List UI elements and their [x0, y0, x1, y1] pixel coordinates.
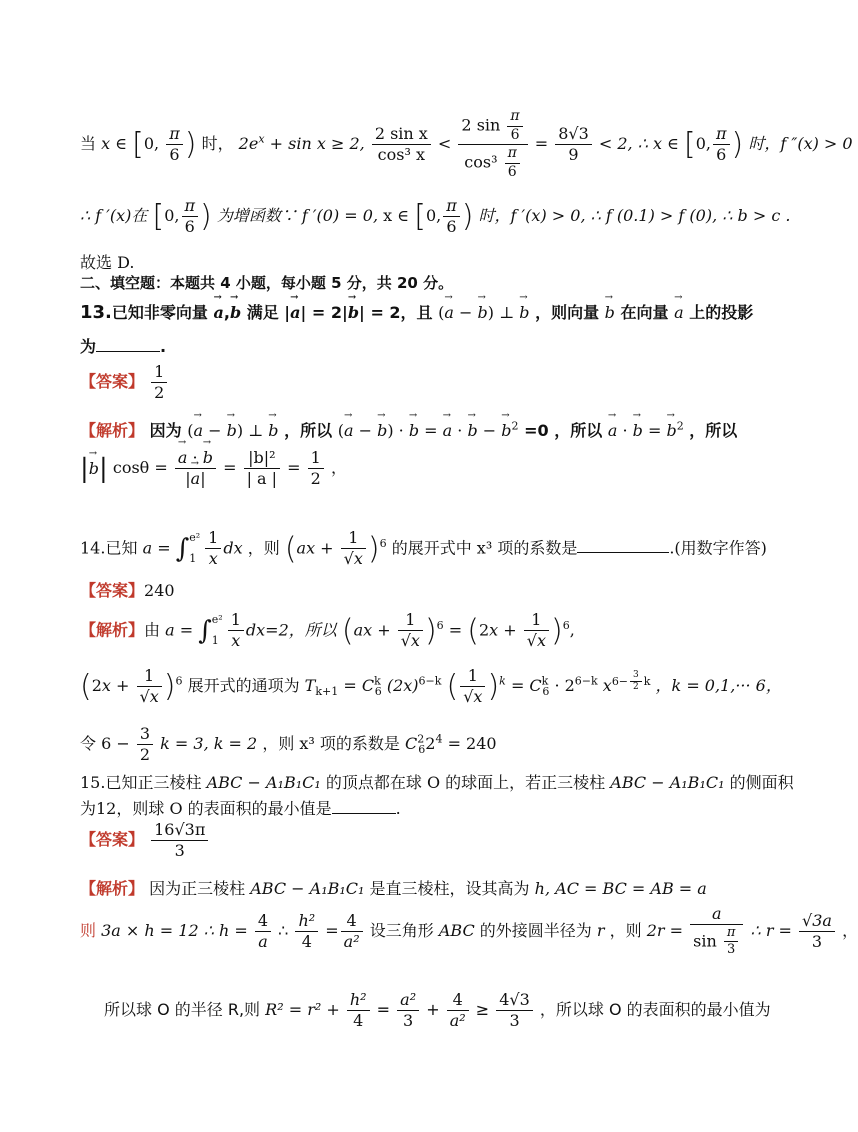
fraction: $\frac{1}{√x}$	[460, 666, 485, 707]
fraction: $\frac{1}{√x}$	[398, 610, 423, 651]
solution-label: 【解析】	[80, 879, 145, 898]
fraction: $\frac{\text{2 sin x}}{\text{cos³ x}}$	[372, 124, 431, 165]
question-number: 13.	[80, 302, 112, 323]
fraction: $\frac{\pi}{6}$	[713, 124, 730, 165]
fraction: $\frac{3}{2}$	[137, 724, 153, 765]
q14-solution-2: (2x + $\frac{1}{√x}$ )$^6$ 展开式的通项为 $T_{k+1} = C^k_6$ $(2x)^{6-k}$ ( $\frac{1}{√x}$ )$^k = C^k_6 \cdot 2^{6-k}$ $x^{6- \frac{3}{2} k}$ ，k = 0,1,··· 6，	[80, 666, 782, 706]
fraction: $\frac{\pi}{6}$	[182, 196, 199, 237]
p12-line-1: 当 x ∈ [0, $\frac{\pi}{6}$ ) 时， $2e^x + \sin x \ge 2$, $\frac{\text{2 sin x}}{\text{cos³ x}}$ < 2 sin $\frac{\pi}{6}$ cos³ $\frac{\pi}{6}$ = $\frac{8√3}{9}$ < 2, ∴ x ∈ [0, $\frac{\pi}{6}$ ) 时，f ″(x) > 0	[80, 108, 853, 180]
solution-label: 【解析】	[80, 620, 145, 640]
fraction: $\frac{1}{√x}$	[524, 610, 549, 651]
fraction: $\frac{4√3}{3}$	[496, 990, 533, 1031]
section-heading: 二、填空题：本题共 4 小题，每小题 5 分，共 20 分。	[80, 274, 454, 292]
answer-label: 【答案】	[80, 372, 145, 391]
q15-stem-1: 15.已知正三棱柱 ABC − A₁B₁C₁ 的顶点都在球 O 的球面上，若正三棱柱 ABC − A₁B₁C₁ 的侧面积	[80, 773, 794, 792]
question-number: 15.	[80, 773, 106, 792]
fraction: $\frac{\text{|b|²}}{| a |}$	[244, 448, 281, 489]
fraction: 2 sin $\frac{\pi}{6}$ cos³ $\frac{\pi}{6}$	[458, 108, 527, 181]
answer-blank	[577, 552, 669, 553]
q15-solution-3: 所以球 O 的半径 R,则 R² = r² + $\frac{\text{h²}}{4}$ = $\frac{\text{a²}}{3}$ + $\frac{4}{\text{a²}}$ ≥ $\frac{4√3}{3}$ ，所以球 O 的表面积的最小值为	[104, 990, 771, 1030]
q14-answer: 【答案】240	[80, 581, 175, 600]
answer-label: 【答案】	[80, 581, 145, 600]
fraction: $\frac{1}{2}$	[151, 362, 167, 403]
fraction: $\frac{4}{a}$	[255, 911, 271, 952]
q15-solution-2: 则 3a × h = 12 ∴ h = $\frac{4}{a}$ ∴ $\frac{\text{h²}}{4}$ = $\frac{4}{\text{a²}}$ 设三角形 ABC 的外接圆半径为 r ，则 2r = a sin $\frac{\pi}{3}$ ∴ r = $\frac{√3a}{3}$ ，	[80, 904, 858, 958]
fraction: $\frac{16√3\pi}{3}$	[151, 820, 208, 861]
q13-stem: 13.已知非零向量 → a,→ b 满足 |→ a| = 2|→ b| = 2，且 (→ a − → b) ⊥ → b ，则向量 → b 在向量 → a 上的投影	[80, 300, 753, 323]
q14-stem: 14.已知 a = ∫e² 1 $\frac{1}{x}$ dx ，则 (ax + $\frac{1}{√x}$ )$^6$ 的展开式中 x³ 项的系数是 .(用数字作答)	[80, 528, 767, 569]
fraction: $\frac{\text{h²}}{4}$	[295, 911, 318, 952]
q15-answer	[80, 820, 210, 861]
p12-conclusion: 故选 D.	[80, 253, 135, 272]
question-number: 14.	[80, 538, 106, 558]
fraction: $\frac{1}{x}$	[205, 528, 221, 569]
fraction: $\frac{1}{√x}$	[137, 666, 162, 707]
q14-solution-1: 【解析】由 a = ∫e² 1 $\frac{1}{x}$ dx=2，所以 (ax + $\frac{1}{√x}$ )$^6$ = (2x + $\frac{1}{√x}$ )$^6$,	[80, 610, 575, 651]
q14-solution-3: 令 6 − $\frac{3}{2}$ k = 3, k = 2 ，则 x³ 项的系数是 $C^2_62^4 = 240$	[80, 724, 497, 764]
q15-solution-1: 【解析】 因为正三棱柱 ABC − A₁B₁C₁ 是直三棱柱，设其高为 h, AC = BC = AB = a	[80, 879, 707, 898]
fraction: → $\frac{a \cdot \to b}{|\to a|}$	[175, 448, 216, 489]
answer-blank	[96, 351, 160, 352]
fraction: $\frac{1}{2}$	[308, 448, 324, 489]
fraction: a sin $\frac{\pi}{3}$	[690, 904, 743, 959]
q13-stem-2: 为 .	[80, 337, 167, 356]
q13-answer	[80, 362, 169, 403]
fraction: $\frac{\pi}{6}$	[166, 124, 183, 165]
answer-blank	[332, 813, 396, 814]
fraction: $\frac{4}{\text{a²}}$	[341, 911, 363, 952]
q13-solution-2: |→ b| cosθ = → $\frac{a \cdot \to b}{|\to a|}$ = $\frac{\text{|b|²}}{| a |}$ = $\frac{1}{2}$ ，	[80, 448, 347, 489]
fraction: $\frac{1}{√x}$	[341, 528, 366, 569]
q15-stem-2: 为12，则球 O 的表面积的最小值是 .	[80, 799, 401, 818]
fraction: $\frac{√3a}{3}$	[799, 911, 835, 952]
fraction: $\frac{\pi}{6}$	[443, 196, 460, 237]
fraction: $\frac{\text{a²}}{3}$	[397, 990, 419, 1031]
fraction: $\frac{4}{\text{a²}}$	[447, 990, 469, 1031]
p12-line-2: ∴ f ′(x)在 [0, $\frac{\pi}{6}$ ) 为增函数∵ f ′(0) = 0, x ∈ [0, $\frac{\pi}{6}$ ) 时，f ′(x) > 0, ∴ f (0.1) > f (0), ∴ b > c .	[80, 196, 791, 236]
answer-label: 【答案】	[80, 830, 145, 849]
fraction: $\frac{\text{h²}}{4}$	[347, 990, 370, 1031]
solution-label: 【解析】	[80, 421, 145, 440]
fraction: $\frac{1}{x}$	[228, 610, 244, 651]
q13-solution: 【解析】 因为 (→ a − → b) ⊥ → b ，所以 (→ a − → b) · → b = → a · → b − → $b^2 =0$ ，所以 → a · → b = → $b^2$ ，所以	[80, 418, 737, 441]
fraction: $\frac{8√3}{9}$	[555, 124, 592, 165]
